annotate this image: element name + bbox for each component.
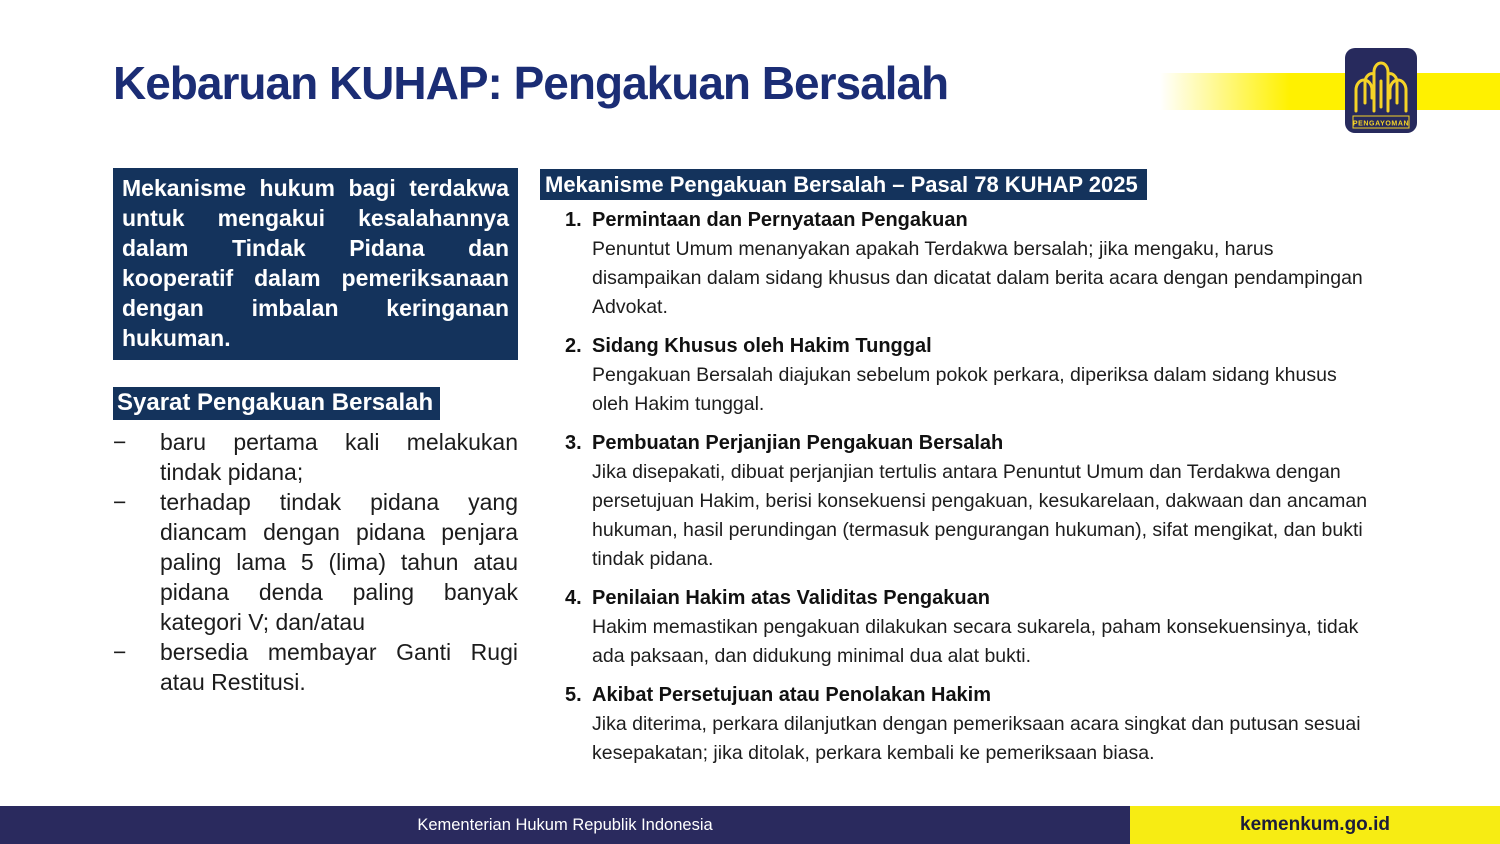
bullet-text: terhadap tindak pidana yang diancam dengan pidana penjara paling lama 5 (lima) tahun atau pidana denda paling banyak kategori V; dan/atau (160, 489, 518, 635)
list-item (540, 681, 1425, 768)
item-description: Penuntut Umum menanyakan apakah Terdakwa bersalah; jika mengaku, harus disampaikan dalam sidang khusus dan dicatat dalam berita acara dengan pendampingan Advokat. (592, 238, 1363, 318)
item-description: Jika disepakati, dibuat perjanjian tertulis antara Penuntut Umum dan Terdakwa dengan persetujuan Hakim, berisi konsekuensi pengakuan, kesukarelaan, dakwaan dan ancaman hukuman, hasil perundingan (termasuk pengurangan hukuman), sifat mengikat, dan bukti tindak pidana. (592, 461, 1368, 570)
item-title: Permintaan dan Pernyataan Pengakuan (592, 209, 968, 231)
item-body (592, 332, 1370, 419)
bullet-text: baru pertama kali melakukan tindak pidana; (160, 429, 518, 485)
item-title: Penilaian Hakim atas Validitas Pengakuan (592, 587, 990, 609)
list-item (540, 429, 1425, 574)
footer-bar (0, 806, 1500, 844)
yellow-accent-band (1160, 73, 1500, 110)
item-body (592, 681, 1370, 768)
list-item (113, 637, 518, 697)
item-title: Akibat Persetujuan atau Penolakan Hakim (592, 684, 992, 706)
item-number: 4. (565, 587, 582, 609)
footer-website: kemenkum.go.id (1130, 806, 1500, 844)
left-column (113, 168, 518, 697)
item-number: 1. (565, 209, 582, 231)
item-number: 5. (565, 684, 582, 706)
list-item (113, 427, 518, 487)
item-description: Hakim memastikan pengakuan dilakukan secara sukarela, paham konsekuensinya, tidak ada paksaan, dan didukung minimal dua alat bukti. (592, 616, 1359, 667)
item-title: Pembuatan Perjanjian Pengakuan Bersalah (592, 432, 1004, 454)
item-title: Sidang Khusus oleh Hakim Tunggal (592, 335, 932, 357)
page-title: Kebaruan KUHAP: Pengakuan Bersalah (113, 57, 949, 109)
item-number: 2. (565, 335, 582, 357)
bullet-dash-marker: − (113, 489, 127, 515)
syarat-bullet-list (113, 427, 518, 697)
bullet-dash-marker: − (113, 639, 127, 665)
footer-ministry-name: Kementerian Hukum Republik Indonesia (0, 806, 1130, 844)
list-item (540, 584, 1425, 671)
list-item (540, 206, 1425, 322)
item-number: 3. (565, 432, 582, 454)
intro-highlight-block: Mekanisme hukum bagi terdakwa untuk mengakui kesalahannya dalam Tindak Pidana dan kooperatif dalam pemeriksanaan dengan imbalan keringanan hukuman. (113, 168, 518, 360)
item-body (592, 429, 1370, 574)
pengayoman-logo-icon (1344, 47, 1418, 134)
logo-label: PENGAYOMAN (1352, 120, 1410, 128)
syarat-heading: Syarat Pengakuan Bersalah (113, 387, 440, 420)
list-item (113, 487, 518, 637)
item-body (592, 584, 1370, 671)
bullet-dash-marker: − (113, 429, 127, 455)
mekanisme-heading: Mekanisme Pengakuan Bersalah – Pasal 78 KUHAP 2025 (540, 169, 1147, 200)
item-description: Pengakuan Bersalah diajukan sebelum pokok perkara, diperiksa dalam sidang khusus oleh Hakim tunggal. (592, 364, 1337, 415)
bullet-text: bersedia membayar Ganti Rugi atau Restitusi. (160, 639, 518, 695)
list-item (540, 332, 1425, 419)
ministry-logo (1344, 47, 1418, 134)
mekanisme-numbered-list (540, 206, 1425, 768)
item-body (592, 206, 1370, 322)
item-description: Jika diterima, perkara dilanjutkan dengan pemeriksaan acara singkat dan putusan sesuai kesepakatan; jika ditolak, perkara kembali ke pemeriksaan biasa. (592, 713, 1361, 764)
right-column (540, 169, 1425, 778)
